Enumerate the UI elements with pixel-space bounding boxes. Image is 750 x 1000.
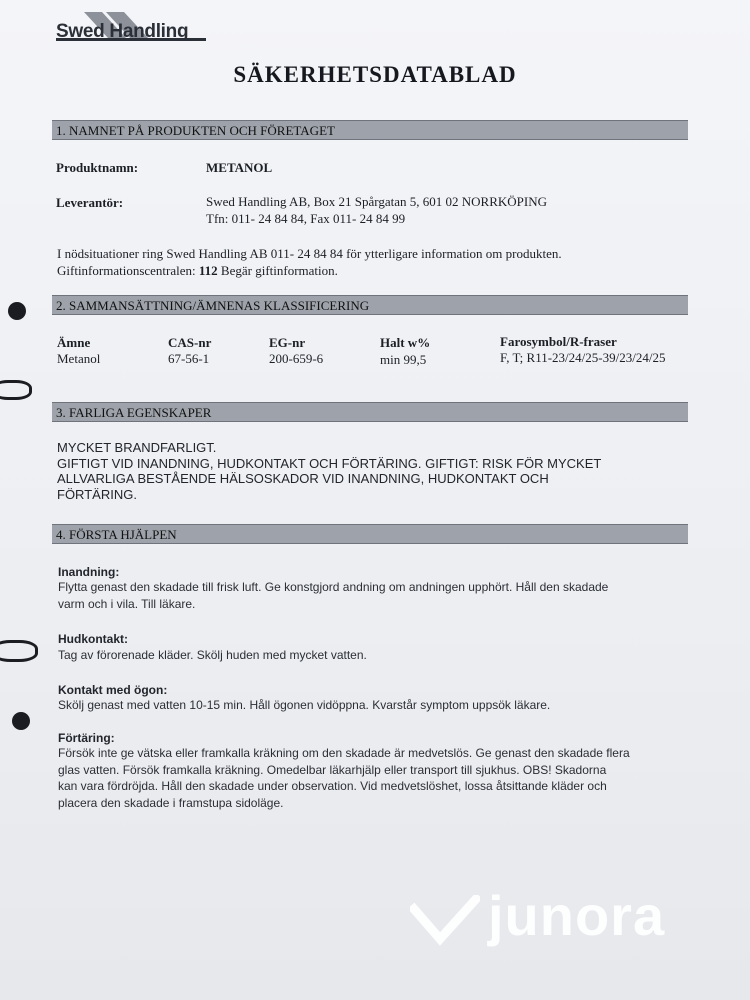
supplier-label: Leverantör:: [56, 195, 124, 210]
document-title: SÄKERHETSDATABLAD: [233, 62, 517, 87]
watermark-text: junora: [488, 884, 666, 947]
text-line: varm och i vila. Till läkare.: [58, 596, 196, 611]
hazard-line: GIFTIGT VID INANDNING, HUDKONTAKT OCH FÖRTÄRING. GIFTIGT: RISK FÖR MYCKET: [57, 455, 602, 471]
eye-contact-text: [58, 697, 698, 714]
checkmark-icon: [410, 895, 480, 955]
product-name-label: Produktnamn:: [56, 160, 139, 175]
text-line: Skölj genast med vatten 10-15 min. Håll ögonen vidöppna. Kvarstår symptom uppsök läkare.: [58, 698, 551, 712]
binder-ring: [0, 640, 38, 662]
emergency-info: I nödsituationer ring Swed Handling AB 011- 24 84 84 för ytterligare information om produkten.: [57, 246, 562, 261]
eye-contact-label: Kontakt med ögon:: [58, 683, 168, 697]
skin-contact-label: Hudkontakt:: [58, 632, 128, 646]
hazard-line: ALLVARLIGA BESTÅENDE HÄLSOSKADOR VID INANDNING, HUDKONTAKT OCH: [57, 471, 549, 486]
col-header-hazard: Farosymbol/R-fraser: [500, 334, 617, 349]
binder-ring: [0, 380, 32, 400]
text-line: Tag av förorenade kläder. Skölj huden med mycket vatten.: [58, 648, 367, 662]
col-header-cas: CAS-nr: [168, 335, 212, 350]
hazard-line: FÖRTÄRING.: [57, 486, 137, 502]
logo-text: Swed Handling: [56, 21, 189, 42]
text-line: kan vara fördröjda. Håll den skadade under observation. Vid medvetslöshet, lossa åtsittande kläder och: [58, 779, 607, 793]
inhalation-text: [58, 579, 698, 612]
product-name-value: METANOL: [206, 160, 273, 175]
cell-cas: 67-56-1: [168, 351, 210, 366]
section-1-heading: 1. NAMNET PÅ PRODUKTEN OCH FÖRETAGET: [52, 120, 688, 140]
cell-substance: Metanol: [57, 351, 101, 366]
section-3-heading: 3. FARLIGA EGENSKAPER: [52, 402, 688, 422]
inhalation-label: Inandning:: [58, 565, 120, 579]
punch-hole: [8, 302, 26, 320]
swed-handling-logo: [56, 12, 206, 52]
cell-eg: 200-659-6: [269, 351, 324, 366]
ingestion-label: Förtäring:: [58, 731, 115, 745]
poison-center-note: Begär giftinformation.: [217, 263, 338, 278]
supplier-phone: Tfn: 011- 24 84 84, Fax 011- 24 84 99: [206, 211, 406, 226]
text-line: Flytta genast den skadade till frisk luft. Ge konstgjord andning om andningen upphört. Håll den skadade: [58, 580, 609, 594]
hazard-statements: [57, 440, 687, 502]
supplier-address: Swed Handling AB, Box 21 Spårgatan 5, 601 02 NORRKÖPING: [206, 194, 548, 209]
col-header-eg: EG-nr: [269, 335, 306, 350]
ingestion-text: [58, 745, 698, 811]
text-line: glas vatten. Försök framkalla kräkning. Omedelbar läkarhjälp eller transport till sjukhus. OBS! Skadorna: [58, 762, 607, 777]
punch-hole: [12, 712, 30, 730]
text-line: placera den skadade i framstupa sidoläge.: [58, 795, 284, 810]
poison-center-label: Giftinformationscentralen:: [57, 263, 199, 278]
col-header-content: Halt w%: [380, 335, 431, 350]
poison-center-line: [57, 263, 338, 279]
section-4-heading: 4. FÖRSTA HJÄLPEN: [52, 524, 688, 544]
text-line: Försök inte ge vätska eller framkalla kräkning om den skadade är medvetslös. Ge genast den skadade flera: [58, 746, 630, 760]
cell-content: min 99,5: [380, 352, 427, 367]
section-2-heading: 2. SAMMANSÄTTNING/ÄMNENAS KLASSIFICERING: [52, 295, 688, 315]
col-header-substance: Ämne: [57, 335, 91, 350]
poison-center-number: 112: [198, 263, 218, 278]
skin-contact-text: [58, 647, 698, 664]
junora-watermark: [410, 885, 730, 955]
hazard-line: MYCKET BRANDFARLIGT.: [57, 440, 217, 455]
cell-hazard: F, T; R11-23/24/25-39/23/24/25: [500, 350, 666, 365]
